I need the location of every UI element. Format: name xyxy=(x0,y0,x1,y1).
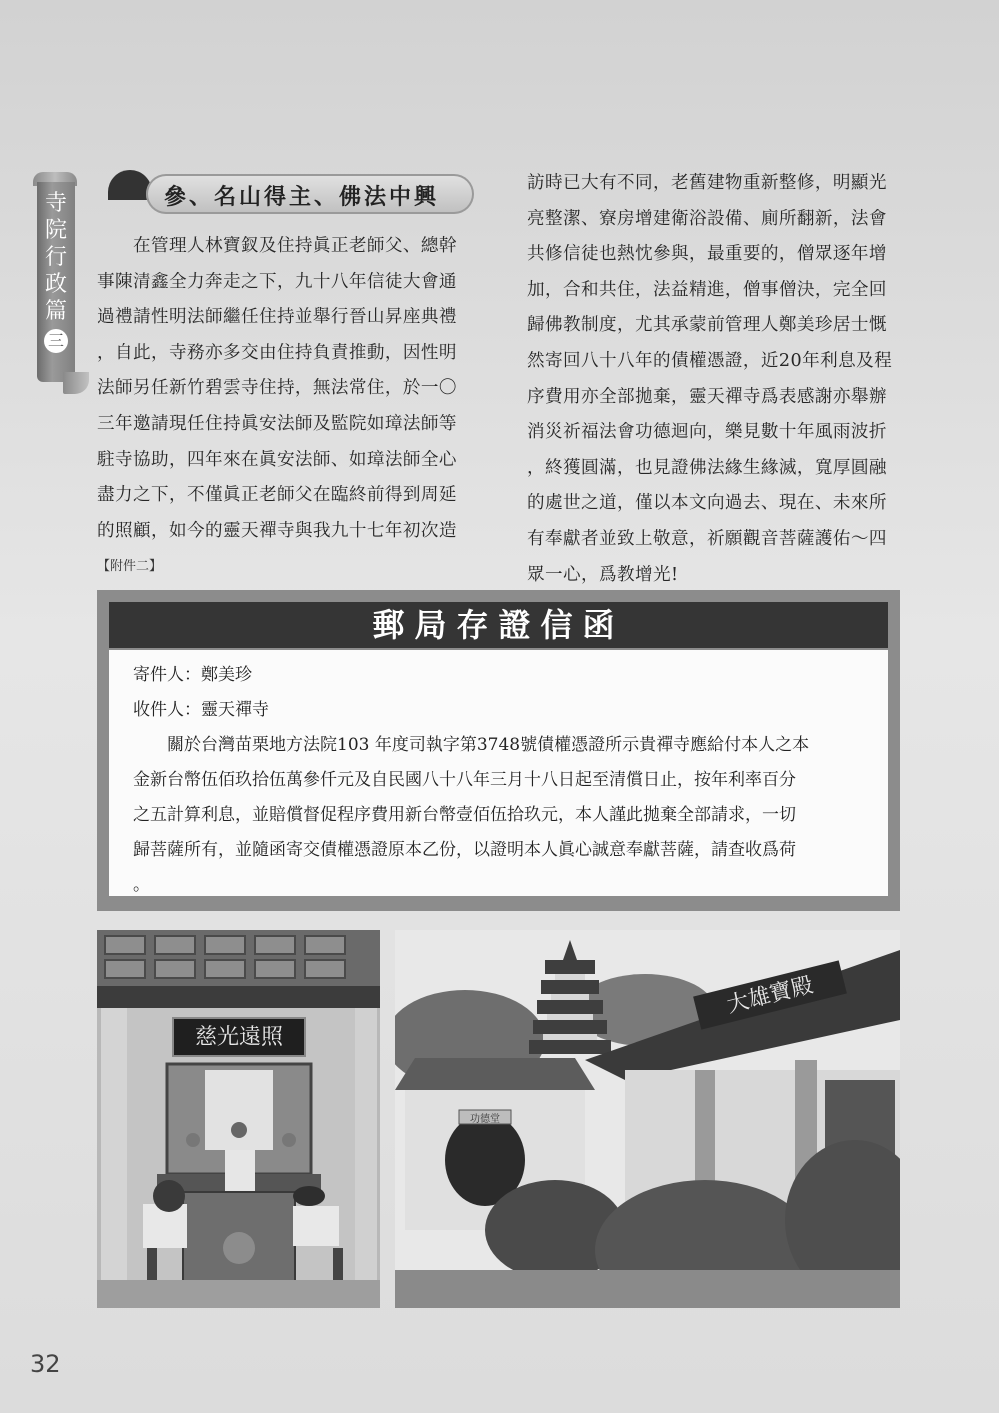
chapter-label-text xyxy=(37,190,75,325)
body-text-line: ，終獲圓滿，也見證佛法緣生緣滅，寬厚圓融 xyxy=(527,457,887,478)
body-text-line: 法師另任新竹碧雲寺住持，無法常住，於一〇 xyxy=(97,378,457,399)
letter-body-line: 金新台幣伍佰玖拾伍萬參仟元及自民國八十八年三月十八日起至清償日止，按年利率百分 xyxy=(133,770,796,790)
letter-title: 郵局存證信函 xyxy=(109,602,888,648)
hall-plaque-text: 慈光遠照 xyxy=(194,1025,284,1050)
body-text-line: 訪時已大有不同，老舊建物重新整修，明顯光 xyxy=(527,173,887,193)
chapter-label-char: 政 xyxy=(44,272,67,297)
side-plaque-text: 功德堂 xyxy=(470,1114,500,1125)
attachment-label: 【附件二】 xyxy=(97,559,163,574)
chapter-number-badge: 三 xyxy=(44,329,68,353)
section-heading xyxy=(108,170,474,216)
scroll-curl-decoration xyxy=(63,372,89,394)
letter-body-line: 歸菩薩所有，並隨函寄交債權憑證原本乙份，以證明本人眞心誠意奉獻菩薩，請查收爲荷 xyxy=(133,840,796,860)
body-text-line: 的照顧，如今的靈天禪寺與我九十七年初次造 xyxy=(97,520,457,541)
letter-body-line: 關於台灣苗栗地方法院103 年度司執字第3748號債權憑證所示貴禪寺應給付本人之本 xyxy=(167,735,810,755)
right-column-text xyxy=(527,166,907,593)
body-text-line: 盡力之下，不僅眞正老師父在臨終前得到周延 xyxy=(97,485,457,506)
chapter-label-char: 篇 xyxy=(44,299,67,324)
shrine-hall-photo xyxy=(97,930,380,1308)
body-text-line: 過禮請性明法師繼任住持並舉行晉山昇座典禮 xyxy=(97,307,457,328)
section-title: 參、名山得主、佛法中興 xyxy=(164,184,440,210)
letter-content xyxy=(109,650,888,896)
body-text-line: 駐寺協助，四年來在眞安法師、如璋法師全心 xyxy=(97,449,457,470)
page-number: 32 xyxy=(30,1350,61,1378)
letter-recipient: 收件人：靈天禪寺 xyxy=(133,700,269,720)
body-text-line: 的處世之道，僅以本文向過去、現在、未來所 xyxy=(527,493,887,514)
body-text-line: 三年邀請現任住持眞安法師及監院如璋法師等 xyxy=(97,413,457,434)
body-text-line: 加，合和共住，法益精進，僧事僧決，完全回 xyxy=(527,279,887,300)
chapter-side-tab xyxy=(33,172,81,394)
body-text-line: 眾一心，爲教增光! xyxy=(527,564,679,585)
body-text-line: 有奉獻者並致上敬意，祈願觀音菩薩護佑～四 xyxy=(527,528,887,549)
body-text-line: 歸佛教制度，尤其承蒙前管理人鄭美珍居士慨 xyxy=(527,315,887,336)
body-text-line: 亮整潔、寮房增建衛浴設備、廁所翻新，法會 xyxy=(527,208,887,229)
chapter-label-char: 寺 xyxy=(44,191,67,216)
chapter-label xyxy=(37,190,75,353)
body-text-line: 事陳清鑫全力奔走之下，九十八年信徒大會通 xyxy=(97,271,457,292)
body-text-line: ，自此，寺務亦多交由住持負責推動，因性明 xyxy=(97,342,457,363)
letter-body-line: 之五計算利息，並賠償督促程序費用新台幣壹佰伍拾玖元，本人謹此拋棄全部請求，一切 xyxy=(133,805,796,825)
body-text-line: 在管理人林寶釵及住持眞正老師父、總幹 xyxy=(97,236,457,256)
chapter-label-char: 行 xyxy=(44,245,67,270)
body-text-line: 消災祈福法會功德迴向，樂見數十年風雨波折 xyxy=(527,422,887,443)
body-text-line: 共修信徒也熱忱參與，最重要的，僧眾逐年增 xyxy=(527,244,887,265)
body-text-line: 然寄回八十八年的債權憑證，近20年利息及程 xyxy=(527,350,893,371)
chapter-label-char: 院 xyxy=(44,218,67,243)
body-text-line: 序費用亦全部拋棄，靈天禪寺爲表感謝亦舉辦 xyxy=(527,386,887,407)
left-column-text xyxy=(97,229,477,549)
letter-sender: 寄件人：鄭美珍 xyxy=(133,665,252,685)
temple-exterior-photo xyxy=(395,930,900,1308)
letter-body-line: 。 xyxy=(133,875,150,895)
certified-letter-box xyxy=(97,590,900,911)
temple-plaque-text: 大雄寶殿 xyxy=(724,972,816,1019)
